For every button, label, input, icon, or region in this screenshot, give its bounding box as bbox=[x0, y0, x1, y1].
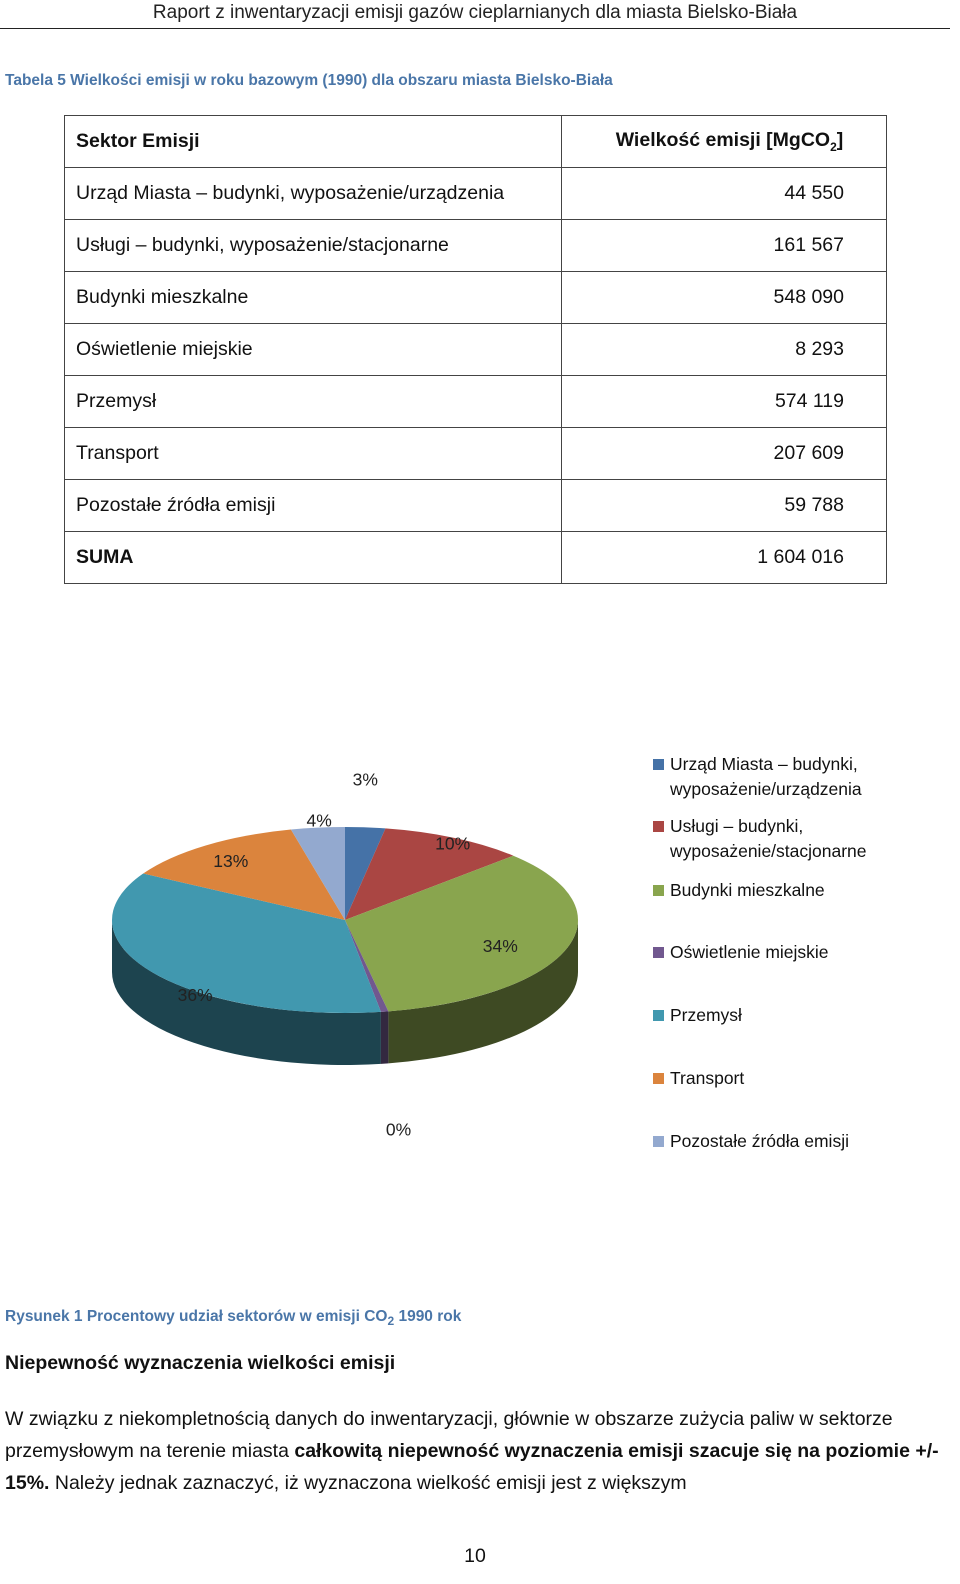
running-header bbox=[0, 0, 950, 29]
legend-item-pozostale-zrodla-emisji bbox=[653, 1129, 940, 1154]
sector-cell: Oświetlenie miejskie bbox=[65, 324, 562, 376]
sector-cell: Transport bbox=[65, 428, 562, 480]
pie-slice-side-oswietlenie-miejskie bbox=[381, 1011, 388, 1064]
page-number: 10 bbox=[464, 1545, 486, 1567]
sector-cell: Budynki mieszkalne bbox=[65, 272, 562, 324]
table-row bbox=[65, 324, 887, 376]
legend-item-uslugi-budynki-wyposazenie-stacjonarne bbox=[653, 814, 940, 864]
legend-swatch bbox=[653, 821, 664, 832]
sum-value: 1 604 016 bbox=[562, 532, 887, 584]
legend-label: Przemysł bbox=[670, 1005, 742, 1025]
legend-swatch bbox=[653, 1073, 664, 1084]
body-paragraph: W związku z niekompletnością danych do inwentaryzacji, głównie w obszarze zużycia paliw w sektorze przemysłowym na terenie miasta całkowitą niepewność wyznaczenia emisji szacuje się na poziomie +/- 15%. Należy jednak zaznaczyć, iż wyznaczona wielkość emisji jest z większym bbox=[5, 1408, 939, 1494]
data-label-transport: 13% bbox=[213, 850, 249, 871]
table-row bbox=[65, 168, 887, 220]
legend-label: Oświetlenie miejskie bbox=[670, 942, 829, 962]
value-cell: 548 090 bbox=[562, 272, 887, 324]
legend-label: Usługi – budynki, wyposażenie/stacjonarne bbox=[670, 816, 867, 861]
legend-item-przemysl bbox=[653, 1003, 940, 1028]
legend-item-oswietlenie-miejskie bbox=[653, 940, 940, 965]
legend-label: Transport bbox=[670, 1068, 745, 1088]
table-row bbox=[65, 480, 887, 532]
value-cell: 44 550 bbox=[562, 168, 887, 220]
value-cell: 574 119 bbox=[562, 376, 887, 428]
section-heading: Niepewność wyznaczenia wielkości emisji bbox=[5, 1352, 396, 1374]
legend-swatch bbox=[653, 885, 664, 896]
data-label-budynki-mieszkalne: 34% bbox=[482, 935, 518, 956]
table-header-row bbox=[65, 116, 887, 168]
legend-item-urzad-miasta-budynki-wyposazenie-urzadzenia bbox=[653, 752, 940, 802]
legend-label: Pozostałe źródła emisji bbox=[670, 1131, 849, 1151]
legend-swatch bbox=[653, 1010, 664, 1021]
figure-caption: Rysunek 1 Procentowy udział sektorów w emisji $CO_2$ 1990 rok bbox=[5, 1308, 462, 1329]
sector-cell: Przemysł bbox=[65, 376, 562, 428]
data-label-urzad-miasta-budynki-wyposazenie-urzadzenia: 3% bbox=[352, 770, 378, 790]
value-cell: 8 293 bbox=[562, 324, 887, 376]
legend-swatch bbox=[653, 1136, 664, 1147]
emissions-pie-chart bbox=[100, 770, 600, 1150]
sum-label: SUMA bbox=[65, 532, 562, 584]
table-row bbox=[65, 220, 887, 272]
table-row bbox=[65, 272, 887, 324]
data-label-oswietlenie-miejskie: 0% bbox=[385, 1119, 412, 1140]
table-row bbox=[65, 428, 887, 480]
table-caption: Tabela 5 Wielkości emisji w roku bazowym (1990) dla obszaru miasta Bielsko-Biała bbox=[5, 72, 613, 89]
value-cell: 59 788 bbox=[562, 480, 887, 532]
data-label-uslugi-budynki-wyposazenie-stacjonarne: 10% bbox=[435, 833, 471, 854]
value-cell: 207 609 bbox=[562, 428, 887, 480]
data-label-przemysl: 36% bbox=[177, 985, 213, 1006]
legend-item-transport bbox=[653, 1066, 940, 1091]
data-label-pozostale-zrodla-emisji: 4% bbox=[306, 810, 332, 831]
sector-cell: Urząd Miasta – budynki, wyposażenie/urządzenia bbox=[65, 168, 562, 220]
emissions-table bbox=[64, 115, 887, 584]
value-cell: 161 567 bbox=[562, 220, 887, 272]
table-row bbox=[65, 376, 887, 428]
legend-swatch bbox=[653, 759, 664, 770]
legend-label: Urząd Miasta – budynki, wyposażenie/urządzenia bbox=[670, 754, 862, 799]
sector-cell: Pozostałe źródła emisji bbox=[65, 480, 562, 532]
report-title: Raport z inwentaryzacji emisji gazów cieplarnianych dla miasta Bielsko-Biała bbox=[152, 2, 798, 23]
col-header-sector: Sektor Emisji bbox=[65, 116, 562, 168]
legend-item-budynki-mieszkalne bbox=[653, 878, 940, 903]
legend-label: Budynki mieszkalne bbox=[670, 880, 825, 900]
table-sum-row bbox=[65, 532, 887, 584]
col-header-emission: Wielkość emisji [MgCO$_2$] bbox=[562, 116, 887, 168]
legend-swatch bbox=[653, 947, 664, 958]
sector-cell: Usługi – budynki, wyposażenie/stacjonarne bbox=[65, 220, 562, 272]
